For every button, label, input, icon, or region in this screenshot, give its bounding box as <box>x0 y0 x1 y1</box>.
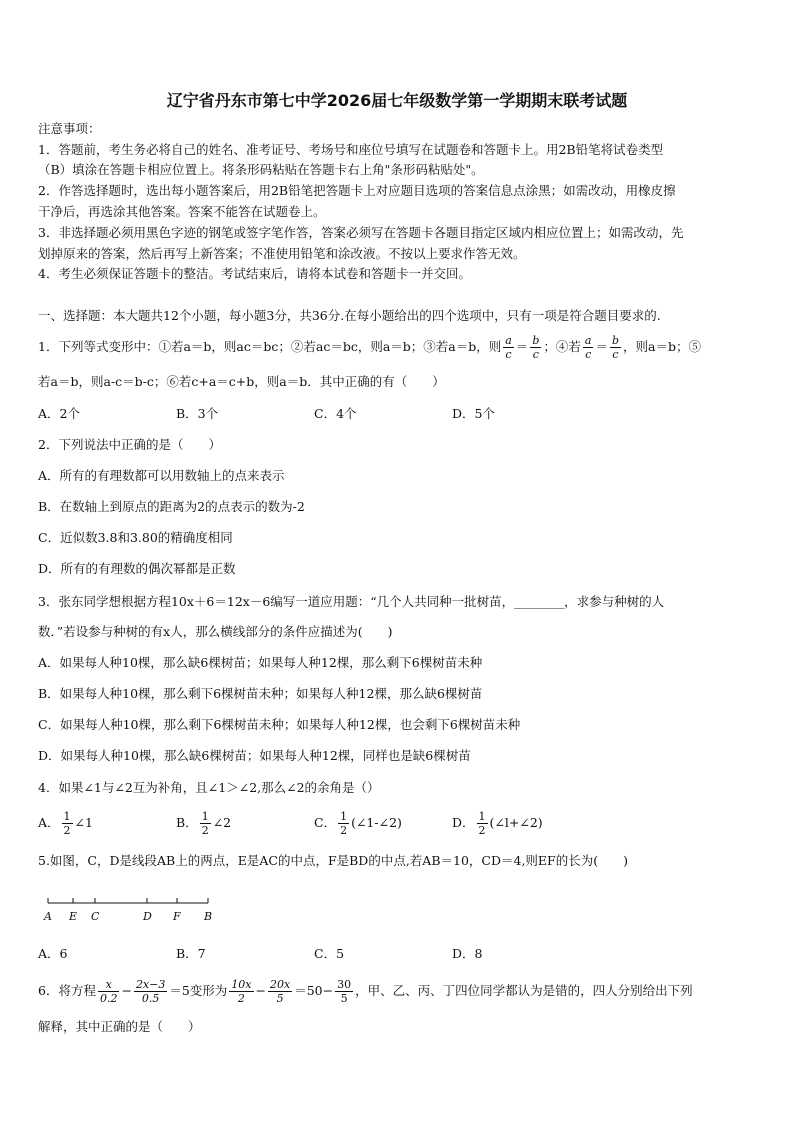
point-label-a: A <box>44 910 52 923</box>
q1-option-c[interactable]: C．4个 <box>314 406 357 421</box>
exam-title: 辽宁省丹东市第七中学2026届七年级数学第一学期期末联考试题 <box>166 91 628 110</box>
fraction-b-over-c: $\frac{b}{c}$ <box>532 334 540 361</box>
q1-text-part3: ，则a＝b；⑤ <box>623 339 701 354</box>
notice-line-1: 1．答题前，考生务必将自己的姓名、准考证号、考场号和座位号填写在试题卷和答题卡上。用2B铅笔将试卷类型 <box>38 142 664 157</box>
fraction-one-half: $\frac{1}{2}$ <box>63 810 71 837</box>
q3-option-b[interactable]: B．如果每人种10棵，那么剩下6棵树苗未种；如果每人种12棵，那么缺6棵树苗 <box>38 686 483 701</box>
q4-option-d[interactable]: D． $\frac{1}{2}$ (∠l+∠2) <box>452 810 543 837</box>
q1-option-a[interactable]: A．2个 <box>38 406 80 421</box>
point-label-c: C <box>91 910 100 923</box>
segment-figure <box>38 893 218 927</box>
notice-line-7: 4．考生必须保证答题卡的整洁。考试结束后，请将本试卷和答题卡一并交回。 <box>38 266 471 281</box>
fraction-b-over-c-2: $\frac{b}{c}$ <box>611 334 619 361</box>
minus-sign-2: − <box>255 983 266 998</box>
question-3-line-2: 数．”若设参与种树的有x人，那么横线部分的条件应描述为( ) <box>38 624 393 639</box>
q6-equals-50: ＝50− <box>294 983 334 998</box>
fraction-20x-over-5: $\frac{20x}{5}$ <box>270 978 291 1005</box>
notice-line-4: 干净后，再选涂其他答案。答案不能答在试题卷上。 <box>38 204 326 219</box>
q3-option-a[interactable]: A．如果每人种10棵，那么缺6棵树苗；如果每人种12棵，那么剩下6棵树苗未种 <box>38 655 483 670</box>
q6-equals-5: ＝5变形为 <box>169 983 228 998</box>
notice-heading: 注意事项： <box>38 121 101 136</box>
notice-line-3: 2．作答选择题时，选出每小题答案后，用2B铅笔把答题卡上对应题目选项的答案信息点涂黑；如需改动，用橡皮擦 <box>38 183 676 198</box>
fraction-2x-3-over-0.5: $\frac{2x-3}{0.5}$ <box>135 978 166 1005</box>
question-3-line-1: 3．张东同学想根据方程10x＋6＝12x－6编写一道应用题：“几个人共同种一批树苗，________，求参与种树的人 <box>38 594 665 609</box>
q5-option-c[interactable]: C．5 <box>314 946 345 961</box>
fraction-a-over-c-2: $\frac{a}{c}$ <box>584 334 592 361</box>
q2-option-a[interactable]: A．所有的有理数都可以用数轴上的点来表示 <box>38 468 285 483</box>
q4-option-b[interactable]: B． $\frac{1}{2}$ ∠2 <box>176 810 232 837</box>
notice-line-6: 划掉原来的答案，然后再写上新答案；不准使用铅笔和涂改液。不按以上要求作答无效。 <box>38 246 526 261</box>
equals-sign-2: ＝ <box>595 339 608 354</box>
q5-option-a[interactable]: A．6 <box>38 946 68 961</box>
q3-option-d[interactable]: D．如果每人种10棵，那么缺6棵树苗；如果每人种12棵，同样也是缺6棵树苗 <box>38 748 471 763</box>
fraction-one-half: $\frac{1}{2}$ <box>340 810 348 837</box>
question-2-stem: 2．下列说法中正确的是（ ） <box>38 437 221 452</box>
equals-sign: ＝ <box>515 339 529 354</box>
q3-option-c[interactable]: C．如果每人种10棵，那么剩下6棵树苗未种；如果每人种12棵，也会剩下6棵树苗未种 <box>38 717 521 732</box>
question-1-line-1 <box>38 332 758 362</box>
q1-option-d[interactable]: D．5个 <box>452 406 495 421</box>
q2-option-d[interactable]: D．所有的有理数的偶次幂都是正数 <box>38 561 236 576</box>
section-heading: 一、选择题：本大题共12个小题，每小题3分，共36分.在每小题给出的四个选项中，只有一项是符合题目要求的. <box>38 308 661 323</box>
q1-text-part1: 1．下列等式变形中：①若a＝b，则ac＝bc；②若ac＝bc，则a＝b；③若a＝b，则 <box>38 339 502 354</box>
minus-sign: − <box>121 983 132 998</box>
fraction-one-half: $\frac{1}{2}$ <box>478 810 486 837</box>
point-label-e: E <box>69 910 78 923</box>
q4-option-a[interactable]: A． $\frac{1}{2}$ ∠1 <box>38 810 93 837</box>
fraction-10x-over-2: $\frac{10x}{2}$ <box>231 978 252 1005</box>
fraction-a-over-c: $\frac{a}{c}$ <box>505 334 512 361</box>
q5-option-b[interactable]: B．7 <box>176 946 206 961</box>
q1-option-b[interactable]: B．3个 <box>176 406 219 421</box>
point-label-d: D <box>143 910 152 923</box>
q4-option-c[interactable]: C． $\frac{1}{2}$ (∠1-∠2) <box>314 810 402 837</box>
q2-option-c[interactable]: C．近似数3.8和3.80的精确度相同 <box>38 530 233 545</box>
fraction-x-over-0.2: $\frac{x}{0.2}$ <box>99 978 118 1005</box>
point-label-f: F <box>173 910 181 923</box>
notice-line-5: 3．非选择题必须用黑色字迹的钢笔或签字笔作答，答案必须写在答题卡各题目指定区域内相应位置上；如需改动，先 <box>38 225 684 240</box>
q2-option-b[interactable]: B．在数轴上到原点的距离为2的点表示的数为-2 <box>38 499 305 514</box>
notice-line-2: （B）填涂在答题卡相应位置上。将条形码粘贴在答题卡右上角"条形码粘贴处"。 <box>38 162 484 177</box>
point-label-b: B <box>204 910 213 923</box>
question-6-line-1 <box>38 975 758 1007</box>
fraction-one-half: $\frac{1}{2}$ <box>201 810 209 837</box>
fraction-30-over-5: $\frac{30}{5}$ <box>337 978 352 1005</box>
q5-option-d[interactable]: D．8 <box>452 946 483 961</box>
q6-suffix: ，甲、乙、丙、丁四位同学都认为是错的，四人分别给出下列 <box>355 983 693 998</box>
q6-prefix: 6．将方程 <box>38 983 96 998</box>
question-1-line-2: 若a＝b，则a-c＝b-c；⑥若c+a＝c+b，则a＝b．其中正确的有（ ） <box>38 374 445 389</box>
question-4-stem: 4．如果∠1与∠2互为补角，且∠1＞∠2,那么∠2的余角是（） <box>38 780 380 795</box>
question-6-line-2: 解释，其中正确的是（ ） <box>38 1019 201 1034</box>
question-5-stem: 5.如图，C，D是线段AB上的两点，E是AC的中点，F是BD的中点,若AB＝10，CD＝4,则EF的长为( ) <box>38 853 628 868</box>
q1-text-part2: ；④若 <box>543 339 581 354</box>
